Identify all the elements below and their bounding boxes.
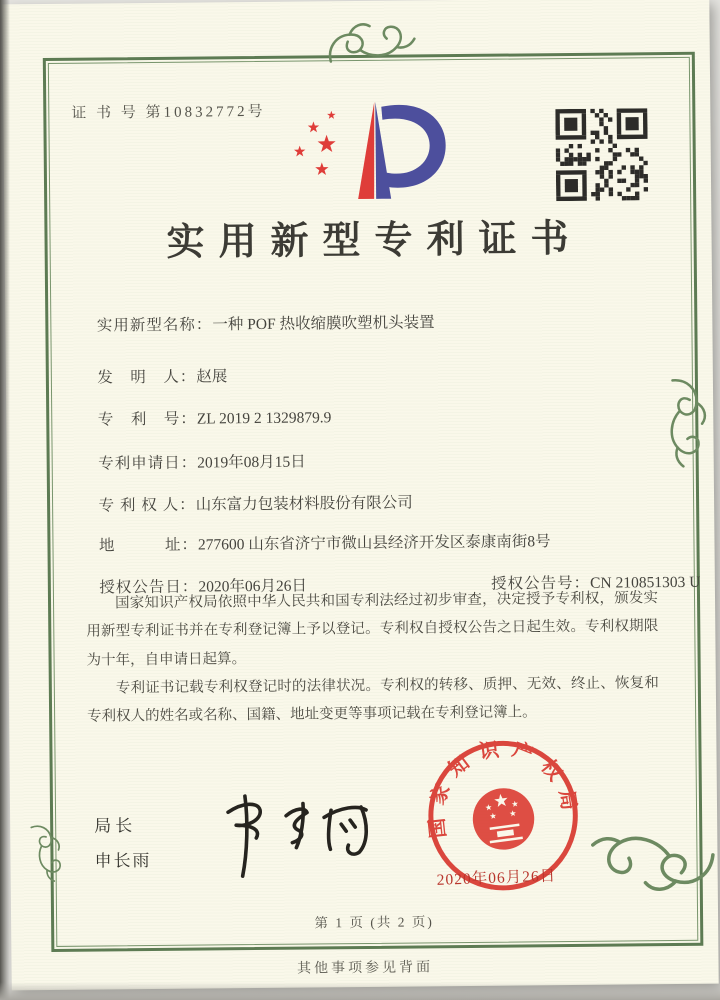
field-value: 277600 山东省济宁市微山县经济开发区泰康南街8号 <box>197 533 551 554</box>
certificate-page <box>2 0 718 990</box>
field-label: 地 址： <box>98 536 199 555</box>
scan-shadow-left <box>0 0 10 1000</box>
director-signature <box>198 779 389 886</box>
legal-paragraph-2: 专利证书记载专利权登记时的法律状况。专利权的转移、质押、无效、终止、恢复和专利权人的姓名或名称、国籍、地址变更等事项记载在专利登记簿上。 <box>87 674 659 725</box>
field-value: 2019年08月15日 <box>197 453 306 472</box>
national-emblem-icon <box>469 784 538 853</box>
scan-shadow-bottom <box>0 982 720 1000</box>
certificate-title: 实用新型专利证书 <box>166 217 583 264</box>
page-indicator: 第 1 页 (共 2 页) <box>314 914 434 931</box>
legal-text <box>86 584 659 731</box>
field-label: 专利申请日： <box>98 454 198 473</box>
field-value: 一种 POF 热收缩膜吹塑机头装置 <box>212 314 435 334</box>
grant-date-label: 授权公告日： <box>99 578 199 597</box>
cnipa-logo-graphic <box>269 98 462 208</box>
seal-date: 2020年06月26日 <box>436 867 557 889</box>
field-value: ZL 2019 2 1329879.9 <box>196 409 332 428</box>
field-row-name <box>81 292 435 353</box>
field-label: 实用新型名称： <box>96 316 213 335</box>
director-title: 局长 <box>94 816 137 836</box>
cnipa-logo <box>269 98 462 208</box>
director-name: 申长雨 <box>94 851 152 871</box>
qr-code <box>555 108 648 201</box>
back-side-note: 其他事项参见背面 <box>296 960 434 977</box>
field-label: 专 利 号： <box>97 410 197 429</box>
field-value: 山东富力包装材料股份有限公司 <box>195 494 413 514</box>
field-label: 专 利 权 人： <box>98 496 196 515</box>
grant-date-value: 2020年06月26日 <box>198 577 307 596</box>
seal-agency-text: 国家知识产权局 <box>425 737 582 840</box>
certificate-number: 证 书 号 第10832772号 <box>71 103 266 122</box>
grant-number-label: 授权公告号： <box>491 574 591 593</box>
grant-number-value: CN 210851303 U <box>590 573 701 592</box>
legal-paragraph-1: 国家知识产权局依照中华人民共和国专利法经过初步审查，决定授予专利权，颁发实用新型专利证书并在专利登记簿上予以登记。专利权自授权公告之日起生效。专利权期限为十年，自申请日起算。 <box>86 590 659 669</box>
field-value: 赵展 <box>196 368 228 386</box>
field-label: 发 明 人： <box>97 368 197 387</box>
